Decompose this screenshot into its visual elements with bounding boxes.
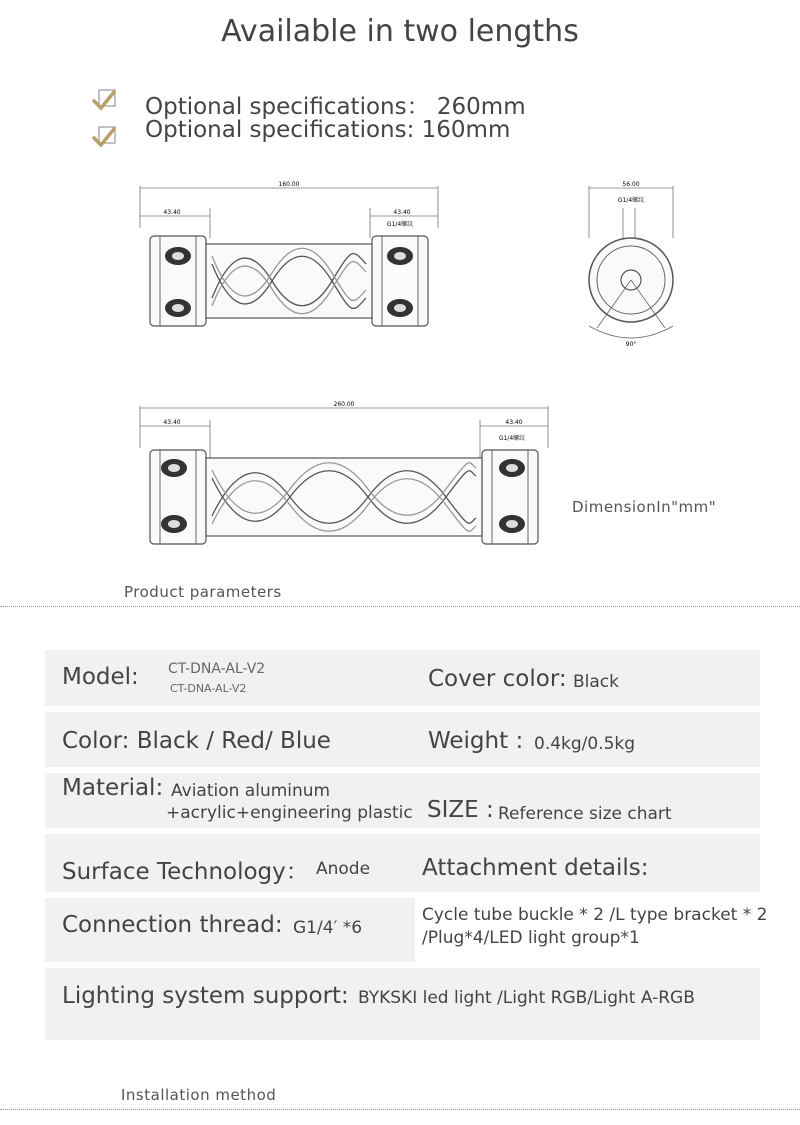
surface-label: Surface Technology： <box>62 859 309 885</box>
long-overall-dim: 260.00 <box>333 401 355 408</box>
end-thread-label: G1/4螺纹 <box>617 197 645 204</box>
short-thread-label: G1/4螺纹 <box>386 221 414 228</box>
end-angle-dim: 90° <box>625 341 637 348</box>
row-gap <box>45 706 760 712</box>
option-260mm: Optional specifications： 260mm <box>145 94 526 120</box>
model-value: CT-DNA-AL-V2 <box>168 661 266 677</box>
model-value-secondary: CT-DNA-AL-V2 <box>170 682 247 695</box>
size-value: Reference size chart <box>498 804 672 824</box>
end-view-drawing <box>575 178 685 350</box>
material-value-continued: +acrylic+engineering plastic <box>166 803 413 823</box>
params-panel <box>45 638 760 1040</box>
lighting-value: BYKSKI led light /Light RGB/Light A-RGB <box>358 988 695 1008</box>
panel-top-strip <box>45 638 760 650</box>
row-gap <box>45 767 760 773</box>
connection-label: Connection thread: <box>62 912 283 938</box>
surface-value: Anode <box>316 859 371 879</box>
section-installation-method: Installation method <box>121 1086 277 1104</box>
connection-value: G1/4′ *6 <box>293 918 363 938</box>
short-right-dim: 43.40 <box>393 209 411 216</box>
lighting-label: Lighting system support: <box>62 983 349 1009</box>
dimension-note: DimensionIn"mm" <box>572 498 717 516</box>
page-title: Available in two lengths <box>221 14 579 49</box>
divider <box>0 1109 800 1110</box>
divider <box>0 606 800 607</box>
checkbox-checked-icon <box>92 88 118 114</box>
cover-color-label: Cover color: <box>428 666 567 692</box>
model-label: Model: <box>62 664 139 690</box>
end-width-dim: 56.00 <box>622 181 640 188</box>
cover-color-value: Black <box>573 672 619 692</box>
color-options: Color: Black / Red/ Blue <box>62 728 331 754</box>
option-160mm: Optional specifications: 160mm <box>145 117 511 143</box>
short-tube-drawing <box>130 178 450 338</box>
row-gap <box>45 962 760 968</box>
long-thread-label: G1/4螺纹 <box>498 435 526 442</box>
long-tube-drawing <box>130 398 560 556</box>
long-left-dim: 43.40 <box>163 419 181 426</box>
size-label: SIZE : <box>427 797 494 823</box>
row-gap <box>45 828 760 834</box>
long-right-dim: 43.40 <box>505 419 523 426</box>
attachment-value-continued: /Plug*4/LED light group*1 <box>422 928 640 948</box>
attachment-label: Attachment details: <box>422 855 649 881</box>
weight-label: Weight : <box>428 728 524 754</box>
material-value: Aviation aluminum <box>171 781 331 801</box>
material-label: Material: <box>62 775 164 801</box>
short-overall-dim: 160.00 <box>278 181 300 188</box>
section-product-parameters: Product parameters <box>124 583 282 601</box>
checkbox-checked-icon <box>92 125 118 151</box>
weight-value: 0.4kg/0.5kg <box>534 734 636 754</box>
attachment-value: Cycle tube buckle * 2 /L type bracket * 2 <box>422 905 768 925</box>
short-left-dim: 43.40 <box>163 209 181 216</box>
